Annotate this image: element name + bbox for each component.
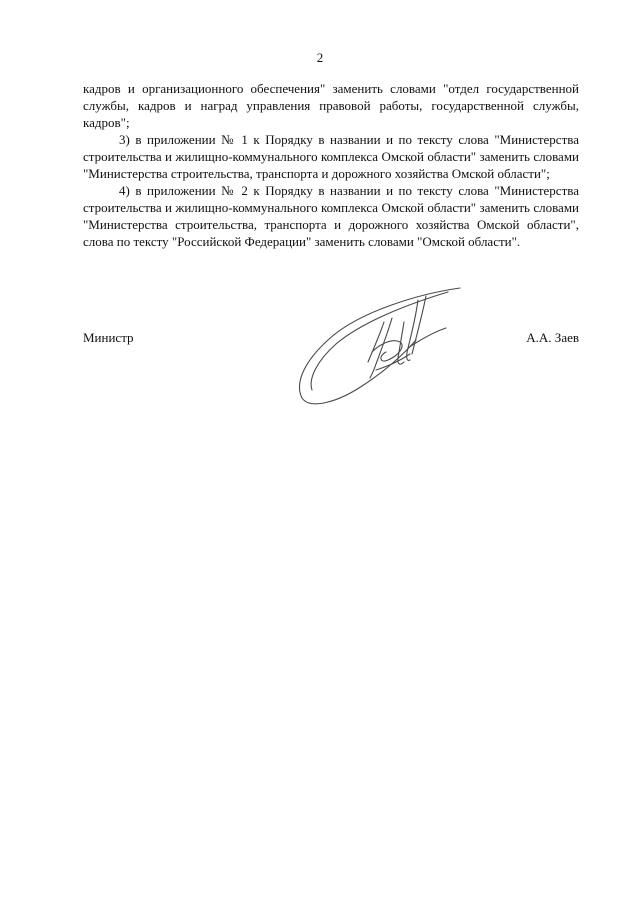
paragraph-item-4: 4) в приложении № 2 к Порядку в названии и по тексту слова "Министерства строительства и жилищно-коммунального комплекса Омской области" заменить словами "Министерства строительства, транспорта и дорожного хозяйства Омской области", слова по тексту "Российской Федерации" заменить словами "Омской области". bbox=[83, 183, 579, 249]
handwritten-signature bbox=[288, 282, 478, 410]
paragraph-item-3: 3) в приложении № 1 к Порядку в названии и по тексту слова "Министерства строительства и жилищно-коммунального комплекса Омской области" заменить словами "Министерства строительства, транспорта и дорожного хозяйства Омской области"; bbox=[83, 132, 579, 181]
signer-title: Министр bbox=[83, 330, 134, 345]
paragraph-continuation: кадров и организационного обеспечения" заменить словами "отдел государственной службы, кадров и наград управления правовой работы, государственной службы, кадров"; bbox=[83, 81, 579, 130]
signer-name: А.А. Заев bbox=[526, 330, 579, 345]
page-number: 2 bbox=[316, 50, 324, 65]
document-body bbox=[83, 80, 579, 250]
